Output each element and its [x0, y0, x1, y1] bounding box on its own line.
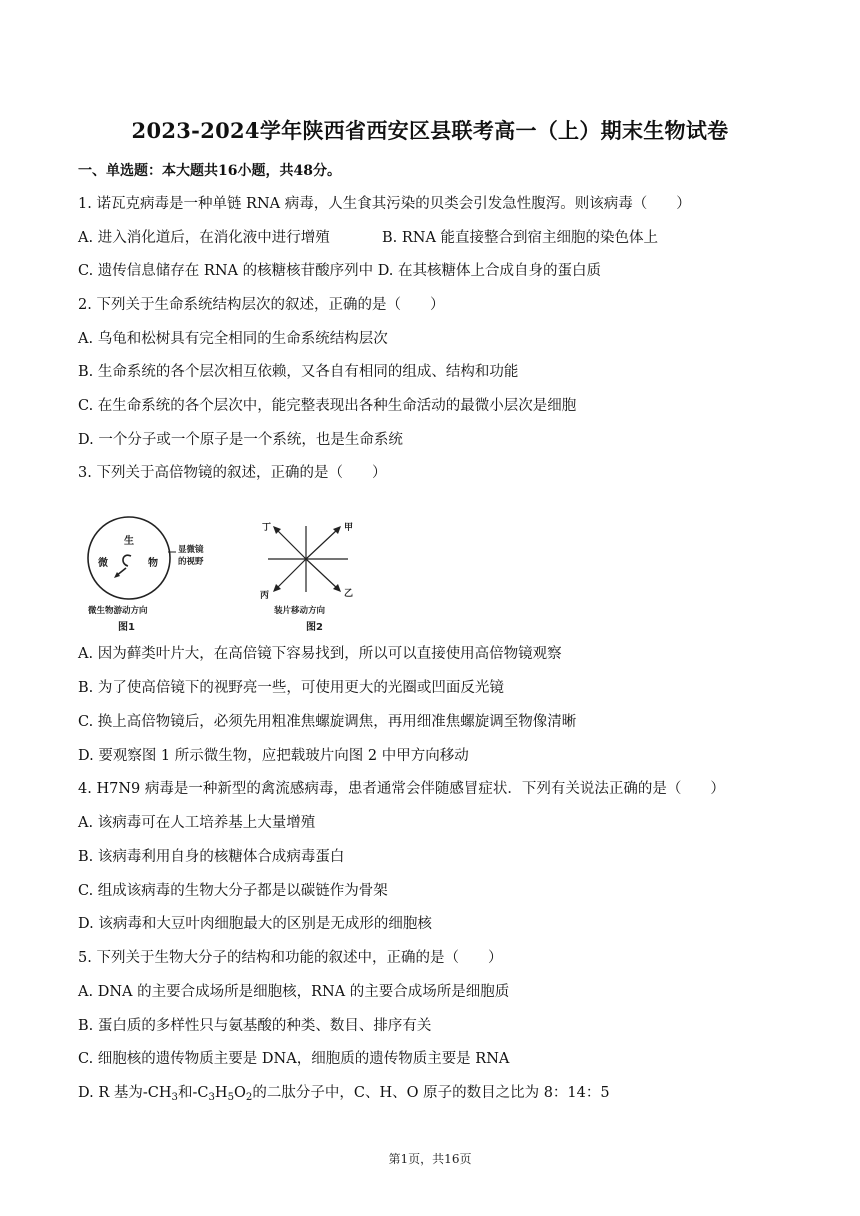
question-2-stem: 2. 下列关于生命系统结构层次的叙述，正确的是（ ） — [78, 297, 445, 313]
question-5-option-a: A. DNA 的主要合成场所是细胞核，RNA 的主要合成场所是细胞质 — [78, 984, 510, 1000]
question-4-option-d: D. 该病毒和大豆叶肉细胞最大的区别是无成形的细胞核 — [78, 916, 432, 932]
fig1-label: 图1 — [118, 622, 135, 633]
fig2-label-bing: 丙 — [260, 591, 270, 601]
question-5-stem: 5. 下列关于生物大分子的结构和功能的叙述中，正确的是（ ） — [78, 950, 503, 966]
arrow-yi — [306, 559, 338, 589]
q5d-sub-1: 3 — [171, 1092, 178, 1103]
fig2-caption: 装片移动方向 — [274, 606, 326, 616]
q5d-part-2: 和-C — [177, 1085, 209, 1101]
fig1-char-right: 物 — [148, 558, 158, 569]
question-5-option-c: C. 细胞核的遗传物质主要是 DNA，细胞质的遗传物质主要是 RNA — [78, 1051, 510, 1067]
figure-2 — [260, 522, 353, 633]
arrow-jia — [306, 529, 338, 559]
question-3-figure — [76, 516, 376, 636]
q5d-sub-4: 2 — [245, 1092, 253, 1103]
question-1-option-cd: C. 遗传信息储存在 RNA 的核糖核苷酸序列中 D. 在其核糖体上合成自身的蛋白质 — [78, 263, 602, 279]
question-4-stem: 4. H7N9 病毒是一种新型的禽流感病毒，患者通常会伴随感冒症状．下列有关说法正确的是（ ） — [78, 781, 725, 797]
fig1-side-label-2: 的视野 — [178, 557, 204, 567]
q5d-part-4: O — [234, 1085, 246, 1101]
fig2-label-jia: 甲 — [344, 523, 354, 533]
question-5-option-d — [78, 1081, 610, 1103]
question-3-option-d: D. 要观察图 1 所示微生物，应把载玻片向图 2 中甲方向移动 — [78, 748, 469, 764]
question-1-stem: 1. 诺瓦克病毒是一种单链 RNA 病毒，人生食其污染的贝类会引发急性腹泻。则该病毒（ ） — [78, 196, 691, 212]
q5d-part-5: 的二肽分子中，C、H、O 原子的数目之比为 8：14：5 — [252, 1085, 610, 1101]
fig1-side-label-1: 显微镜 — [178, 545, 204, 555]
question-3-option-b: B. 为了使高倍镜下的视野亮一些，可使用更大的光圈或凹面反光镜 — [78, 680, 504, 696]
question-1-option-a: A. 进入消化道后，在消化液中进行增殖 — [78, 230, 330, 246]
arrow-ding — [276, 529, 306, 559]
question-2-option-d: D. 一个分子或一个原子是一个系统，也是生命系统 — [78, 432, 403, 448]
question-3-option-c: C. 换上高倍物镜后，必须先用粗准焦螺旋调焦，再用细准焦螺旋调至物像清晰 — [78, 714, 577, 730]
fig2-label-ding: 丁 — [262, 523, 272, 533]
question-3-option-a: A. 因为藓类叶片大，在高倍镜下容易找到，所以可以直接使用高倍物镜观察 — [78, 646, 562, 662]
question-3-stem: 3. 下列关于高倍物镜的叙述，正确的是（ ） — [78, 465, 387, 481]
section-heading: 一、单选题：本大题共16小题，共48分。 — [78, 163, 341, 179]
question-4-option-a: A. 该病毒可在人工培养基上大量增殖 — [78, 815, 316, 831]
question-5-option-b: B. 蛋白质的多样性只与氨基酸的种类、数目、排序有关 — [78, 1018, 432, 1034]
fig2-label-yi: 乙 — [344, 589, 354, 599]
q5d-part-1: D. R 基为-CH — [78, 1085, 172, 1101]
page-footer: 第1页，共16页 — [388, 1152, 472, 1166]
question-2-option-c: C. 在生命系统的各个层次中，能完整表现出各种生命活动的最微小层次是细胞 — [78, 398, 577, 414]
fig2-label: 图2 — [306, 622, 323, 633]
fig1-char-left: 微 — [98, 558, 108, 569]
arrow-bing — [276, 559, 306, 589]
question-4-option-c: C. 组成该病毒的生物大分子都是以碳链作为骨架 — [78, 883, 388, 899]
figure-1 — [88, 517, 204, 633]
q5d-part-3: H — [214, 1085, 228, 1101]
fig1-char-top: 生 — [124, 536, 134, 547]
question-2-option-a: A. 乌龟和松树具有完全相同的生命系统结构层次 — [78, 331, 388, 347]
question-2-option-b: B. 生命系统的各个层次相互依赖，又各自有相同的组成、结构和功能 — [78, 364, 519, 380]
question-4-option-b: B. 该病毒利用自身的核糖体合成病毒蛋白 — [78, 849, 345, 865]
q5d-sub-2: 3 — [208, 1092, 215, 1103]
microbe-shape — [123, 555, 131, 566]
q5d-sub-3: 5 — [227, 1092, 235, 1103]
page-title: 2023-2024学年陕西省西安区县联考高一（上）期末生物试卷 — [131, 118, 729, 143]
question-1-option-b: B. RNA 能直接整合到宿主细胞的染色体上 — [382, 230, 659, 246]
fig1-caption: 微生物游动方向 — [88, 606, 148, 616]
